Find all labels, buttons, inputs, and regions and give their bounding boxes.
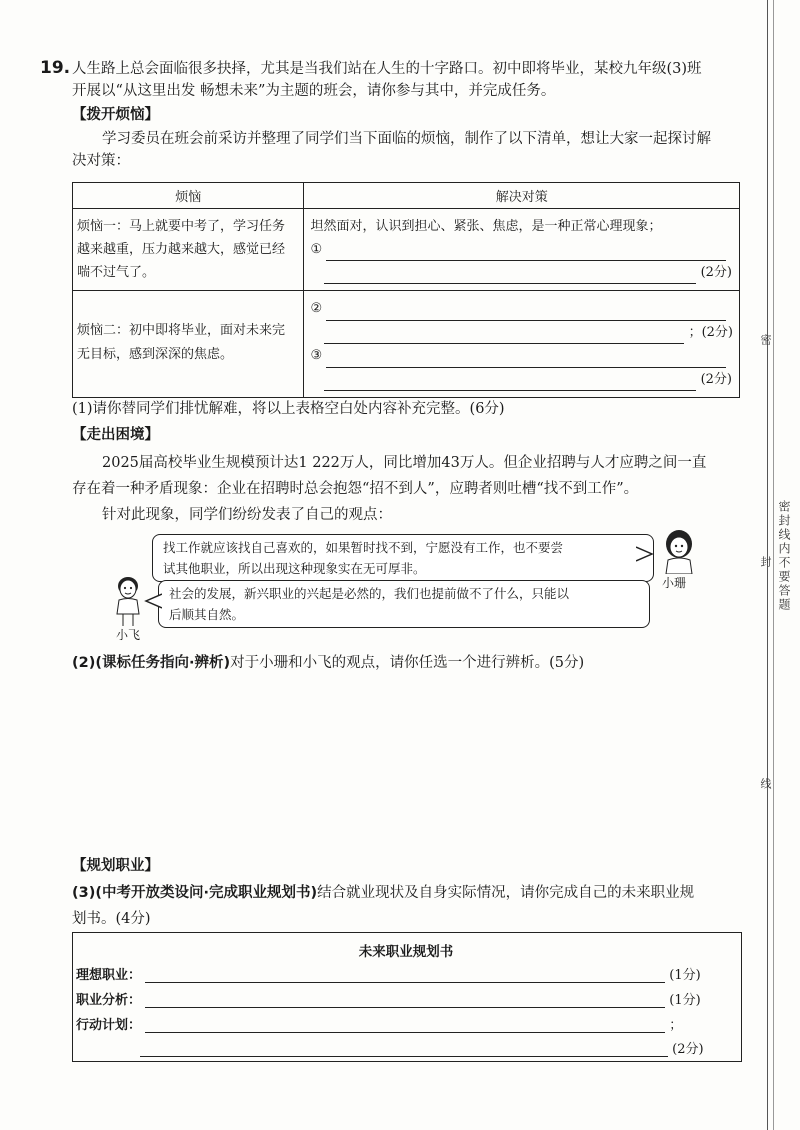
solution-1-cell [304, 209, 740, 291]
answer-blank-2b[interactable] [324, 327, 684, 344]
circle-number-2: ② [310, 301, 323, 316]
binder-char-feng: 封 [759, 556, 772, 567]
bubble-tail-right [636, 545, 656, 563]
sub-question-2-text: 对于小珊和小飞的观点，请你任选一个进行辨析。(5分) [230, 655, 585, 671]
table-header-solution: 解决对策 [304, 183, 740, 209]
binder-char-mi: 密 [759, 334, 772, 345]
speech-bubble-xiaofei [158, 580, 650, 628]
plan-blank-ideal-job[interactable] [145, 966, 665, 983]
bubble2-line: 社会的发展，新兴职业的兴起是必然的，我们也提前做不了什么，只能以 [169, 586, 570, 601]
plan-score-3: (2分) [672, 1042, 704, 1057]
section2-para-line2: 存在着一种矛盾现象：企业在招聘时总会抱怨“招不到人”，应聘者则吐槽“找不到工作”。 [72, 481, 639, 497]
score-1: (2分) [700, 265, 732, 280]
worry-2-line: 烦恼二：初中即将毕业，面对未来完 [77, 323, 286, 338]
worry-1-cell [73, 209, 304, 291]
binding-margin [759, 0, 800, 1130]
question-intro [72, 58, 752, 102]
answer-blank-1b[interactable] [324, 267, 696, 284]
sub-question-2 [72, 652, 584, 674]
worry-2-cell [73, 291, 304, 398]
section2-para-line1: 2025届高校毕业生规模预计达1 222万人，同比增加43万人。但企业招聘与人才应聘之间一直 [102, 455, 707, 471]
solution-intro: 坦然面对，认识到担心、紧张、焦虑，是一种正常心理现象； [310, 219, 662, 234]
plan-row-action [76, 1014, 682, 1033]
plan-blank-action-1[interactable] [145, 1016, 665, 1033]
table-header-worry: 烦恼 [73, 183, 304, 209]
plan-row-action-cont [140, 1038, 704, 1057]
plan-score-2: (1分) [669, 993, 701, 1008]
answer-blank-3a[interactable] [326, 351, 726, 368]
circle-number-1: ① [310, 242, 323, 257]
worry-2-line: 无目标，感到深深的焦虑。 [77, 347, 234, 362]
question-number: 19. [40, 58, 71, 78]
sub-question-3 [72, 880, 752, 932]
intro-line-1: 人生路上总会面临很多抉择，尤其是当我们站在人生的十字路口。初中即将毕业，某校九年级(3)班 [72, 61, 702, 77]
worries-table [72, 182, 740, 398]
bubble1-line: 试其他职业，所以出现这种现象实在无可厚非。 [163, 561, 426, 576]
sub-question-1: (1)请你替同学们排忧解难，将以上表格空白处内容补充完整。(6分) [72, 401, 505, 417]
section1-para-line1: 学习委员在班会前采访并整理了同学们当下面临的烦恼，制作了以下清单，想让大家一起探讨解 [102, 131, 711, 147]
answer-blank-1a[interactable] [326, 244, 726, 261]
circle-number-3: ③ [310, 348, 323, 363]
answer-space-2[interactable] [72, 680, 742, 850]
binder-char-xian: 线 [759, 778, 772, 789]
plan-semicolon: ； [669, 1018, 683, 1033]
section2-para-line3: 针对此现象，同学们纷纷发表了自己的观点： [102, 507, 392, 523]
worry-1-line: 烦恼一：马上就要中考了，学习任务 [77, 219, 286, 234]
worry-1-line: 喘不过气了。 [77, 265, 156, 280]
answer-blank-3b[interactable] [324, 374, 696, 391]
binder-vertical-text: 密封线内不要答题 [777, 500, 791, 612]
girl-avatar-icon [658, 528, 700, 574]
section-heading-career: 【规划职业】 [72, 858, 159, 874]
bubble1-line: 找工作就应该找自己喜欢的，如果暂时找不到，宁愿没有工作，也不要尝 [163, 540, 564, 555]
plan-label-ideal-job: 理想职业： [76, 968, 142, 983]
speech-bubble-xiaoshan [152, 534, 654, 582]
plan-row-analysis [76, 989, 701, 1008]
boy-avatar-icon [110, 574, 146, 626]
plan-label-action: 行动计划： [76, 1018, 142, 1033]
bubble2-line: 后顺其自然。 [169, 607, 245, 622]
sub-question-3-line1: 结合就业现状及自身实际情况，请你完成自己的未来职业规 [317, 885, 695, 901]
speaker-xiaoshan: 小珊 [662, 576, 687, 590]
section1-paragraph [72, 128, 752, 172]
speaker-xiaofei: 小飞 [116, 628, 141, 642]
section1-para-line2: 决对策： [72, 153, 130, 169]
section-heading-worries: 【拨开烦恼】 [72, 107, 159, 123]
plan-label-analysis: 职业分析： [76, 993, 142, 1008]
score-3: (2分) [700, 371, 732, 387]
plan-blank-action-2[interactable] [140, 1040, 668, 1057]
career-plan-title: 未来职业规划书 [358, 944, 454, 960]
plan-row-ideal-job [76, 964, 701, 983]
solution-2-cell [304, 291, 740, 398]
sub-question-3-line2: 划书。(4分) [72, 911, 151, 927]
intro-line-2: 开展以“从这里出发 畅想未来”为主题的班会，请你参与其中，并完成任务。 [72, 83, 556, 99]
section2-paragraph [72, 450, 752, 528]
worry-1-line: 越来越重，压力越来越大，感觉已经 [77, 242, 286, 257]
section-heading-predicament: 【走出困境】 [72, 427, 159, 443]
sub-question-2-tag: (2)(课标任务指向·辨析) [72, 655, 231, 671]
binding-line-right [773, 0, 774, 1130]
plan-blank-analysis[interactable] [145, 991, 665, 1008]
sub-question-3-tag: (3)(中考开放类设问·完成职业规划书) [72, 885, 318, 901]
plan-score-1: (1分) [669, 968, 701, 983]
answer-blank-2a[interactable] [326, 304, 726, 321]
score-2: ；(2分) [688, 324, 733, 340]
